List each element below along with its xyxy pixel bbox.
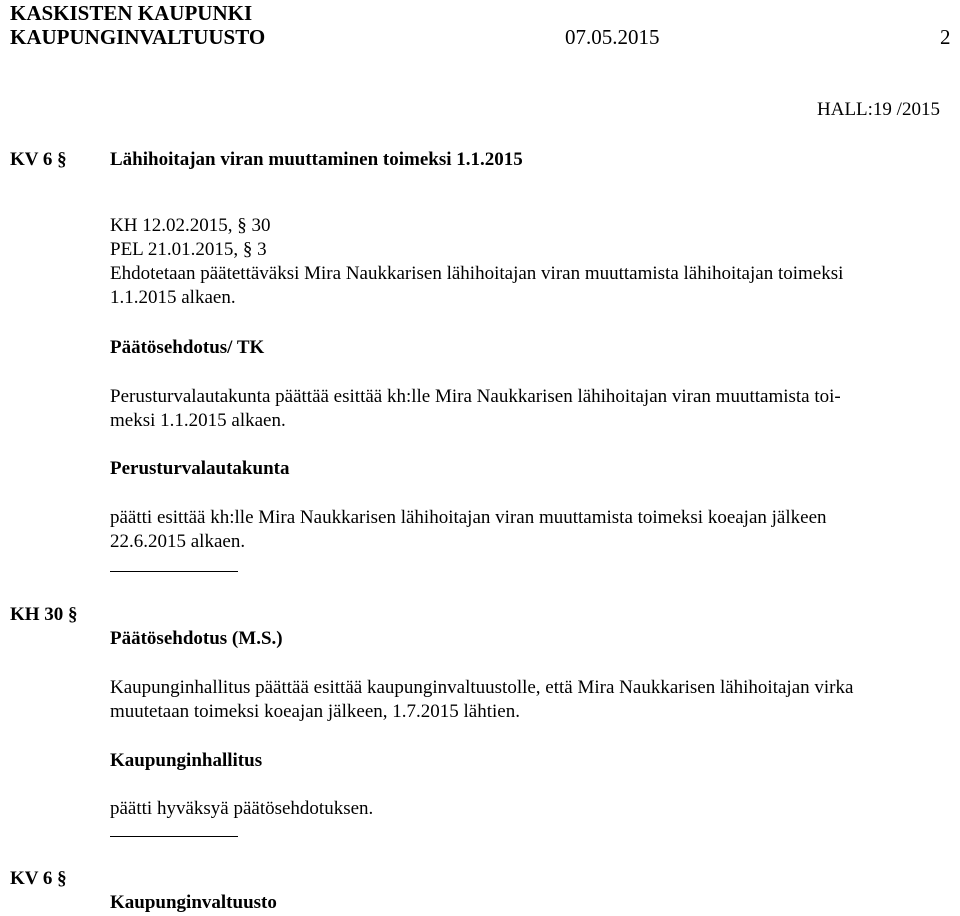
pel-decision-heading: Perusturvalautakunta [110,458,290,479]
pel-proposal-heading: Päätösehdotus/ TK [110,337,265,358]
kh-proposal-heading: Päätösehdotus (M.S.) [110,628,283,649]
pel-proposal-line-2: meksi 1.1.2015 alkaen. [110,410,286,431]
pel-proposal-line-1: Perusturvalautakunta päättää esittää kh:lle Mira Naukkarisen lähihoitajan viran muuttamista toi- [110,386,841,407]
kh-decision-heading: Kaupunginhallitus [110,750,263,771]
history-line-4: 1.1.2015 alkaen. [110,287,236,308]
kv-heading: Kaupunginvaltuusto [110,892,277,913]
kh-proposal-line-1: Kaupunginhallitus päättää esittää kaupunginvaltuustolle, että Mira Naukkarisen lähihoitajan virka [110,677,854,698]
page-number: 2 [940,25,951,49]
pel-decision-line-2: 22.6.2015 alkaen. [110,531,246,552]
kh-margin-label: KH 30 § [10,604,78,625]
kh-proposal-line-2: muutetaan toimeksi koeajan jälkeen, 1.7.2015 lähtien. [110,701,520,722]
kh-decision-text: päätti hyväksyä päätösehdotuksen. [110,798,374,819]
history-line-1: KH 12.02.2015, § 30 [110,215,271,236]
item-title: Lähihoitajan viran muuttaminen toimeksi 1.1.2015 [110,149,523,170]
section-divider [110,571,238,572]
record-number: HALL:19 /2015 [817,99,940,120]
history-line-2: PEL 21.01.2015, § 3 [110,239,267,260]
org-name: KASKISTEN KAUPUNKI [10,1,253,25]
section-divider [110,836,238,837]
body-name: KAUPUNGINVALTUUSTO [10,25,266,49]
meeting-date: 07.05.2015 [565,25,660,49]
item-code: KV 6 § [10,149,67,170]
kv-margin-label: KV 6 § [10,868,67,889]
history-line-3: Ehdotetaan päätettäväksi Mira Naukkarisen lähihoitajan viran muuttamista lähihoitajan toimeksi [110,263,844,284]
pel-decision-line-1: päätti esittää kh:lle Mira Naukkarisen lähihoitajan viran muuttamista toimeksi koeajan jälkeen [110,507,827,528]
